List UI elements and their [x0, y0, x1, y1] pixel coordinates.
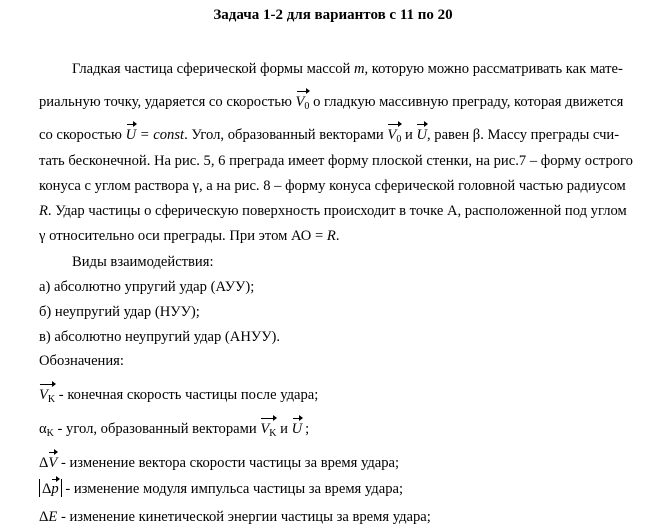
- paragraph-line-3: [39, 124, 619, 149]
- radius-symbol: R: [39, 203, 48, 219]
- text-span: со скоростью: [39, 127, 126, 143]
- text-span: - изменение модуля импульса частицы за время удара;: [61, 481, 404, 497]
- vector-letter: V: [48, 455, 58, 471]
- vector-letter: V: [387, 127, 397, 143]
- notation-heading: Обозначения:: [39, 353, 124, 369]
- vector-letter: U: [125, 127, 137, 143]
- text-span: . Угол, образованный векторами: [184, 127, 388, 143]
- vector-subscript: K: [269, 428, 277, 439]
- paragraph-line-5: конуса с углом раствора γ, а на рис. 8 – форму конуса сферической головной частью радиусом: [39, 178, 626, 194]
- text-span: Гладкая частица сферической формы массой: [72, 61, 354, 77]
- interaction-item: в) абсолютно неупругий удар (АНУУ).: [39, 329, 281, 345]
- vector-subscript: 0: [396, 134, 402, 145]
- vector-subscript: 0: [304, 101, 310, 112]
- radius-symbol: R: [326, 228, 336, 244]
- vector-subscript: K: [47, 394, 56, 405]
- interaction-item: б) неупругий удар (НУУ);: [39, 304, 200, 320]
- notation-de: [39, 508, 431, 526]
- delta-symbol: Δ: [39, 509, 49, 525]
- absolute-value-bars: [39, 479, 62, 497]
- interactions-heading: Виды взаимодействия:: [72, 254, 214, 270]
- mass-symbol: m: [353, 61, 365, 77]
- text-span: риальную точку, ударяется со скоростью: [39, 94, 296, 110]
- text-span: - изменение вектора скорости частицы за время удара;: [57, 455, 400, 471]
- notation-dp: [39, 479, 403, 498]
- interaction-item: а) абсолютно упругий удар (АУУ);: [39, 279, 255, 295]
- delta-symbol: Δ: [39, 455, 49, 471]
- vector-v0: [296, 91, 310, 116]
- text-span: .: [335, 228, 340, 244]
- text-span: , которую можно рассматривать как мате-: [364, 61, 623, 77]
- vector-vk: [260, 418, 276, 443]
- alpha-subscript: K: [46, 428, 54, 439]
- vector-u: [126, 124, 137, 144]
- vector-letter: U: [291, 421, 303, 437]
- vector-u: [292, 418, 303, 438]
- delta-symbol: Δ: [42, 481, 52, 497]
- paragraph-line-7: [39, 227, 339, 245]
- vector-letter: V: [295, 94, 305, 110]
- text-span: и: [401, 127, 417, 143]
- text-span: - угол, образованный векторами: [53, 421, 261, 437]
- const-expression: = const: [136, 127, 185, 143]
- vector-p: [51, 479, 58, 497]
- vector-letter: U: [416, 127, 427, 143]
- energy-symbol: E: [48, 509, 58, 525]
- text-span: ;: [305, 421, 310, 437]
- vector-v0: [387, 124, 401, 149]
- paragraph-line-2: [39, 91, 623, 116]
- text-span: , равен β. Массу преграды счи-: [426, 127, 620, 143]
- vector-letter: V: [39, 387, 48, 403]
- text-span: и: [276, 421, 292, 437]
- vector-letter: V: [260, 421, 270, 437]
- notation-vk: [39, 384, 318, 409]
- text-span: γ относительно оси преграды. При этом АО =: [39, 228, 327, 244]
- vector-letter: p: [51, 481, 59, 497]
- text-span: - изменение кинетической энергии частицы за время удара;: [57, 509, 431, 525]
- text-span: - конечная скорость частицы после удара;: [55, 387, 319, 403]
- notation-alpha: [39, 418, 309, 443]
- vector-v: [48, 452, 57, 472]
- alpha-symbol: α: [39, 421, 47, 437]
- page-title: Задача 1-2 для вариантов с 11 по 20: [213, 7, 453, 23]
- text-span: . Удар частицы о сферическую поверхность происходит в точке А, расположенной под углом: [47, 203, 627, 219]
- vector-u: [416, 124, 427, 144]
- vector-vk: [39, 384, 55, 409]
- text-span: о гладкую массивную преграду, которая движется: [309, 94, 624, 110]
- paragraph-line-1: [72, 60, 623, 78]
- paragraph-line-4: тать бесконечной. На рис. 5, 6 преграда имеет форму плоской стенки, на рис.7 – форму острого: [39, 153, 633, 169]
- notation-dv: [39, 452, 399, 472]
- paragraph-line-6: [39, 202, 627, 220]
